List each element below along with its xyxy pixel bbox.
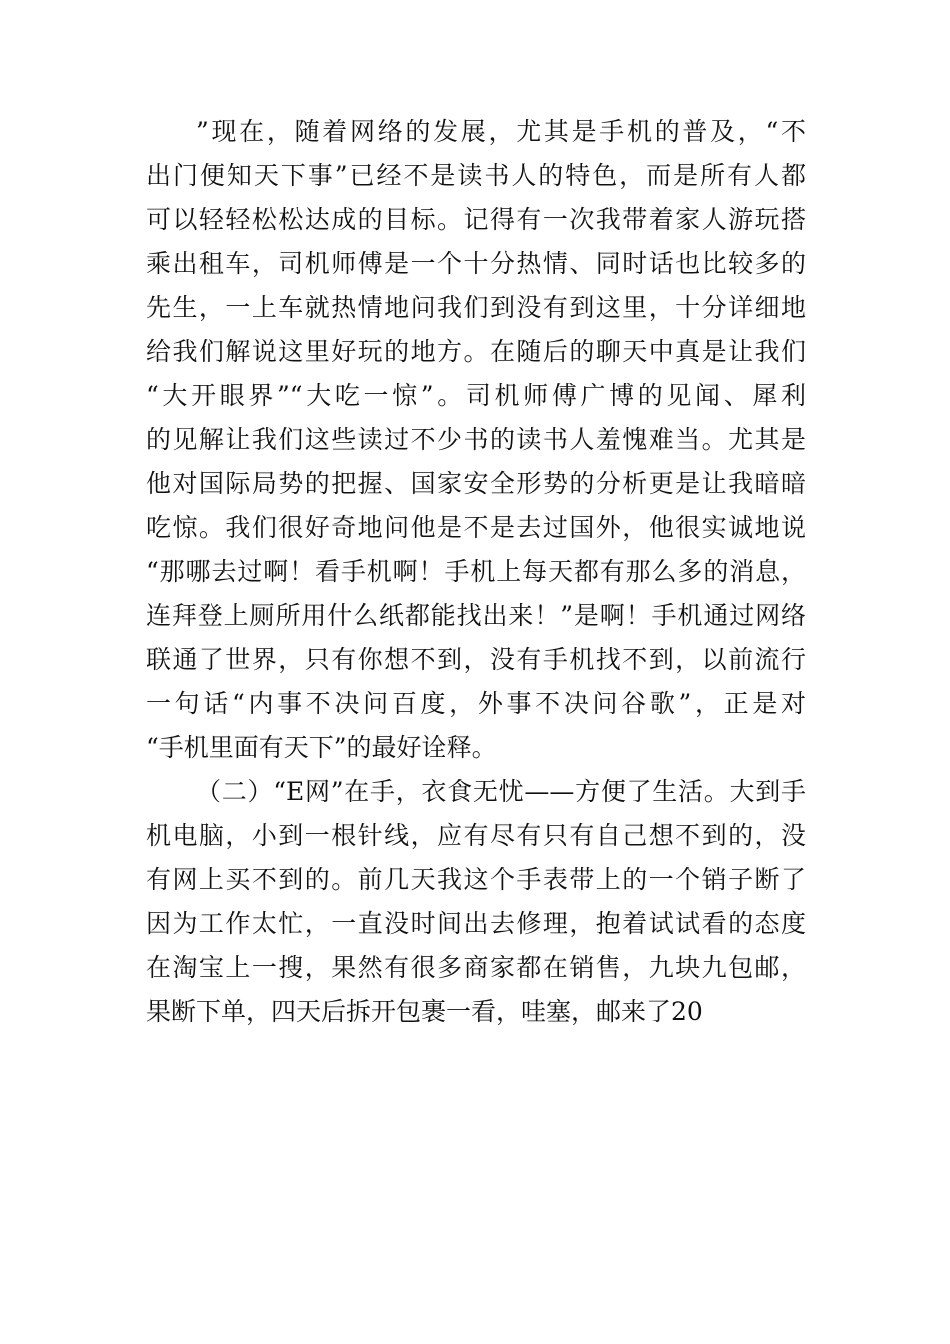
paragraph-line: “手机里面有天下”的最好诠释。	[146, 733, 497, 762]
paragraph-line: 先生，一上车就热情地问我们到没有到这里，十分详细地	[146, 293, 806, 322]
paragraph-line: ”现在，随着网络的发展，尤其是手机的普及，“不	[196, 117, 806, 146]
paragraph-line: 吃惊。我们很好奇地问他是不是去过国外，他很实诚地说	[146, 513, 806, 542]
paragraph-line: 可以轻轻松松达成的目标。记得有一次我带着家人游玩搭	[146, 205, 806, 234]
paragraph-line: 给我们解说这里好玩的地方。在随后的聊天中真是让我们	[146, 337, 806, 366]
paragraph-line: 的见解让我们这些读过不少书的读书人羞愧难当。尤其是	[146, 425, 806, 454]
paragraph-line: “那哪去过啊！看手机啊！手机上每天都有那么多的消息，	[146, 557, 806, 586]
paragraph-1	[146, 110, 806, 770]
paragraph-line: 联通了世界，只有你想不到，没有手机找不到，以前流行	[146, 645, 806, 674]
paragraph-line: 一句话“内事不决问百度，外事不决问谷歌”，正是对	[146, 689, 806, 718]
document-body	[146, 110, 806, 1034]
paragraph-line: 因为工作太忙，一直没时间出去修理，抱着试试看的态度	[146, 909, 806, 938]
paragraph-2	[146, 770, 806, 1034]
paragraph-line: 果断下单，四天后拆开包裹一看，哇塞，邮来了20	[146, 997, 703, 1026]
paragraph-line: “大开眼界”“大吃一惊”。司机师傅广博的见闻、犀利	[146, 381, 806, 410]
paragraph-line: 机电脑，小到一根针线，应有尽有只有自己想不到的，没	[146, 821, 806, 850]
paragraph-line: （二）“E网”在手，衣食无忧——方便了生活。大到手	[196, 777, 806, 806]
paragraph-line: 连拜登上厕所用什么纸都能找出来！”是啊！手机通过网络	[146, 601, 806, 630]
paragraph-line: 他对国际局势的把握、国家安全形势的分析更是让我暗暗	[146, 469, 806, 498]
paragraph-line: 出门便知天下事”已经不是读书人的特色，而是所有人都	[146, 161, 806, 190]
paragraph-line: 有网上买不到的。前几天我这个手表带上的一个销子断了	[146, 865, 806, 894]
paragraph-line: 乘出租车，司机师傅是一个十分热情、同时话也比较多的	[146, 249, 806, 278]
paragraph-line: 在淘宝上一搜，果然有很多商家都在销售，九块九包邮，	[146, 953, 806, 982]
